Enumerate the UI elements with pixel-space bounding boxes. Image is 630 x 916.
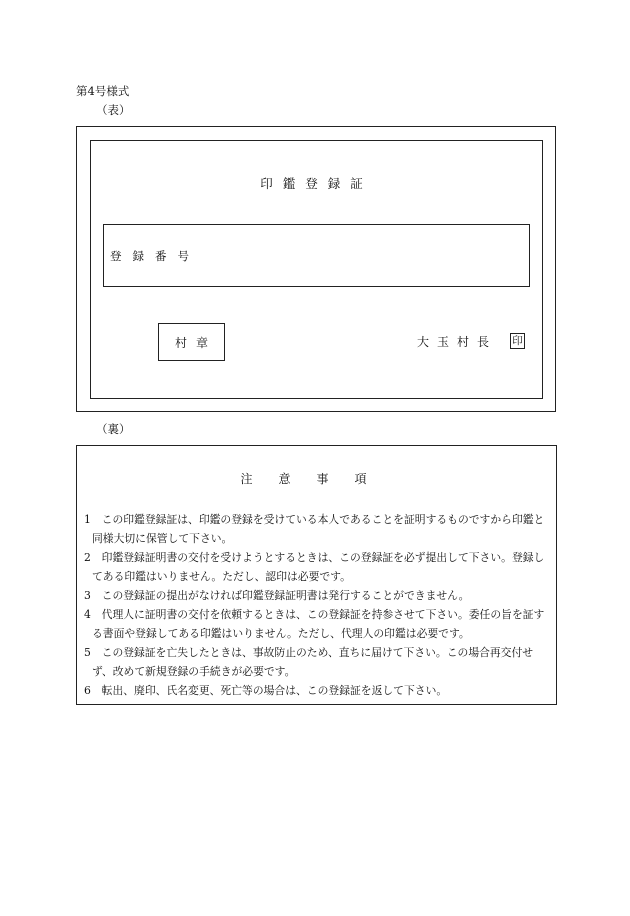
village-seal-box (158, 323, 225, 361)
front-side-label: （表） (96, 103, 131, 117)
note-item-4: 4 代理人に証明書の交付を依頼するときは、この登録証を持参させて下さい。委任の旨を証する書面や登録してある印鑑はいりません。ただし、代理人の印鑑は必要です。 (84, 608, 545, 640)
note-item-1: 1 この印鑑登録証は、印鑑の登録を受けている本人であることを証明するものですから印鑑と同様大切に保管して下さい。 (84, 513, 545, 545)
village-seal-label: 村章 (174, 335, 217, 350)
note-item-6: 6 転出、廃印、氏名変更、死亡等の場合は、この登録証を返して下さい。 (84, 684, 448, 697)
mayor-title: 大玉村長 (417, 335, 498, 349)
note-item-5: 5 この登録証を亡失したときは、事故防止のため、直ちに届けて下さい。この場合再交付せず、改めて新規登録の手続きが必要です。 (84, 646, 534, 678)
card-title: 印鑑登録証 (260, 176, 373, 191)
seal-stamp-mark: 印 (510, 333, 525, 349)
notes-list (84, 510, 552, 700)
registration-number-label: 登録番号 (110, 249, 200, 263)
note-item-2: 2 印鑑登録証明書の交付を受けようとするときは、この登録証を必ず提出して下さい。登録してある印鑑はいりません。ただし、認印は必要です。 (84, 551, 545, 583)
note-item-3: 3 この登録証の提出がなければ印鑑登録証明書は発行することができません。 (84, 589, 470, 602)
notes-title: 注意事項 (240, 472, 393, 486)
back-side-label: （裏） (96, 422, 131, 436)
form-number: 第4号様式 (76, 84, 130, 98)
